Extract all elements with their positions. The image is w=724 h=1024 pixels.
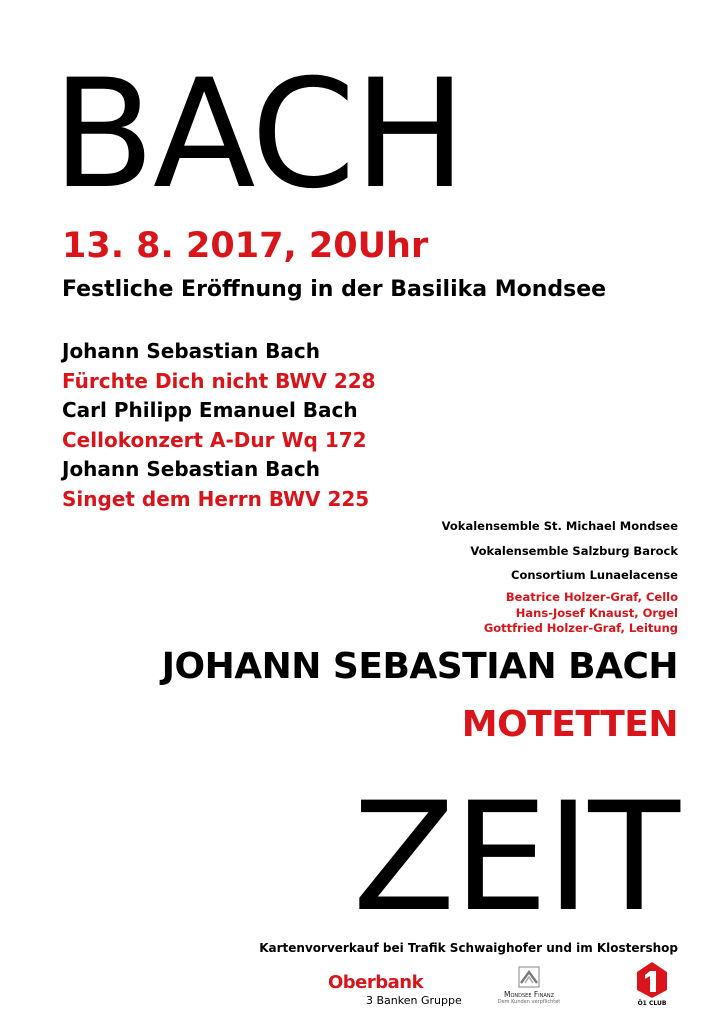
program-work: Fürchte Dich nicht BWV 228 [62,368,376,393]
mondsee-finanz-tagline: Dem Kunden verpflichtet [497,999,561,1005]
soloist-list [484,590,678,637]
soloist-item: Gottfried Holzer-Graf, Leitung [483,621,678,635]
oe1-club-name: Ö1 CLUB [637,1000,667,1007]
oberbank-name: Oberbank [328,972,424,993]
big-word: ZEIT [352,771,678,945]
headline-accent: MOTETTEN [461,704,678,745]
ensemble-item: Vokalensemble Salzburg Barock [470,543,678,558]
ensemble-item: Consortium Lunaelacense [511,568,678,582]
oe1-club-logo [630,960,674,1018]
program-work: Cellokonzert A-Dur Wq 172 [62,427,367,452]
mondsee-finanz-logo [492,966,566,1016]
program-list [62,337,376,515]
oberbank-group: 3 Banken Gruppe [366,994,462,1007]
mondsee-finanz-name: Mondsee Finanz [504,990,554,999]
event-subtitle: Festliche Eröffnung in der Basilika Mondsee [62,277,607,302]
poster-title: BACH [52,48,465,222]
soloist-item: Hans-Josef Knaust, Orgel [515,605,678,620]
event-date: 13. 8. 2017, 20Uhr [62,226,429,266]
headline: JOHANN SEBASTIAN BACH [161,646,678,687]
ticket-info: Kartenvorverkauf bei Trafik Schwaighofer und im Klostershop [259,941,678,955]
soloist-item: Beatrice Holzer-Graf, Cello [505,590,678,604]
program-work: Singet dem Herrn BWV 225 [62,486,370,511]
ensemble-item: Vokalensemble St. Michael Mondsee [441,519,678,533]
oberbank-logo [328,972,462,1012]
ensemble-list [442,514,678,588]
mountain-logo-icon [518,966,540,988]
program-composer: Johann Sebastian Bach [62,457,320,482]
program-composer: Johann Sebastian Bach [62,339,320,363]
program-composer: Carl Philipp Emanuel Bach [62,398,358,423]
oe1-logo-icon [634,960,670,1000]
